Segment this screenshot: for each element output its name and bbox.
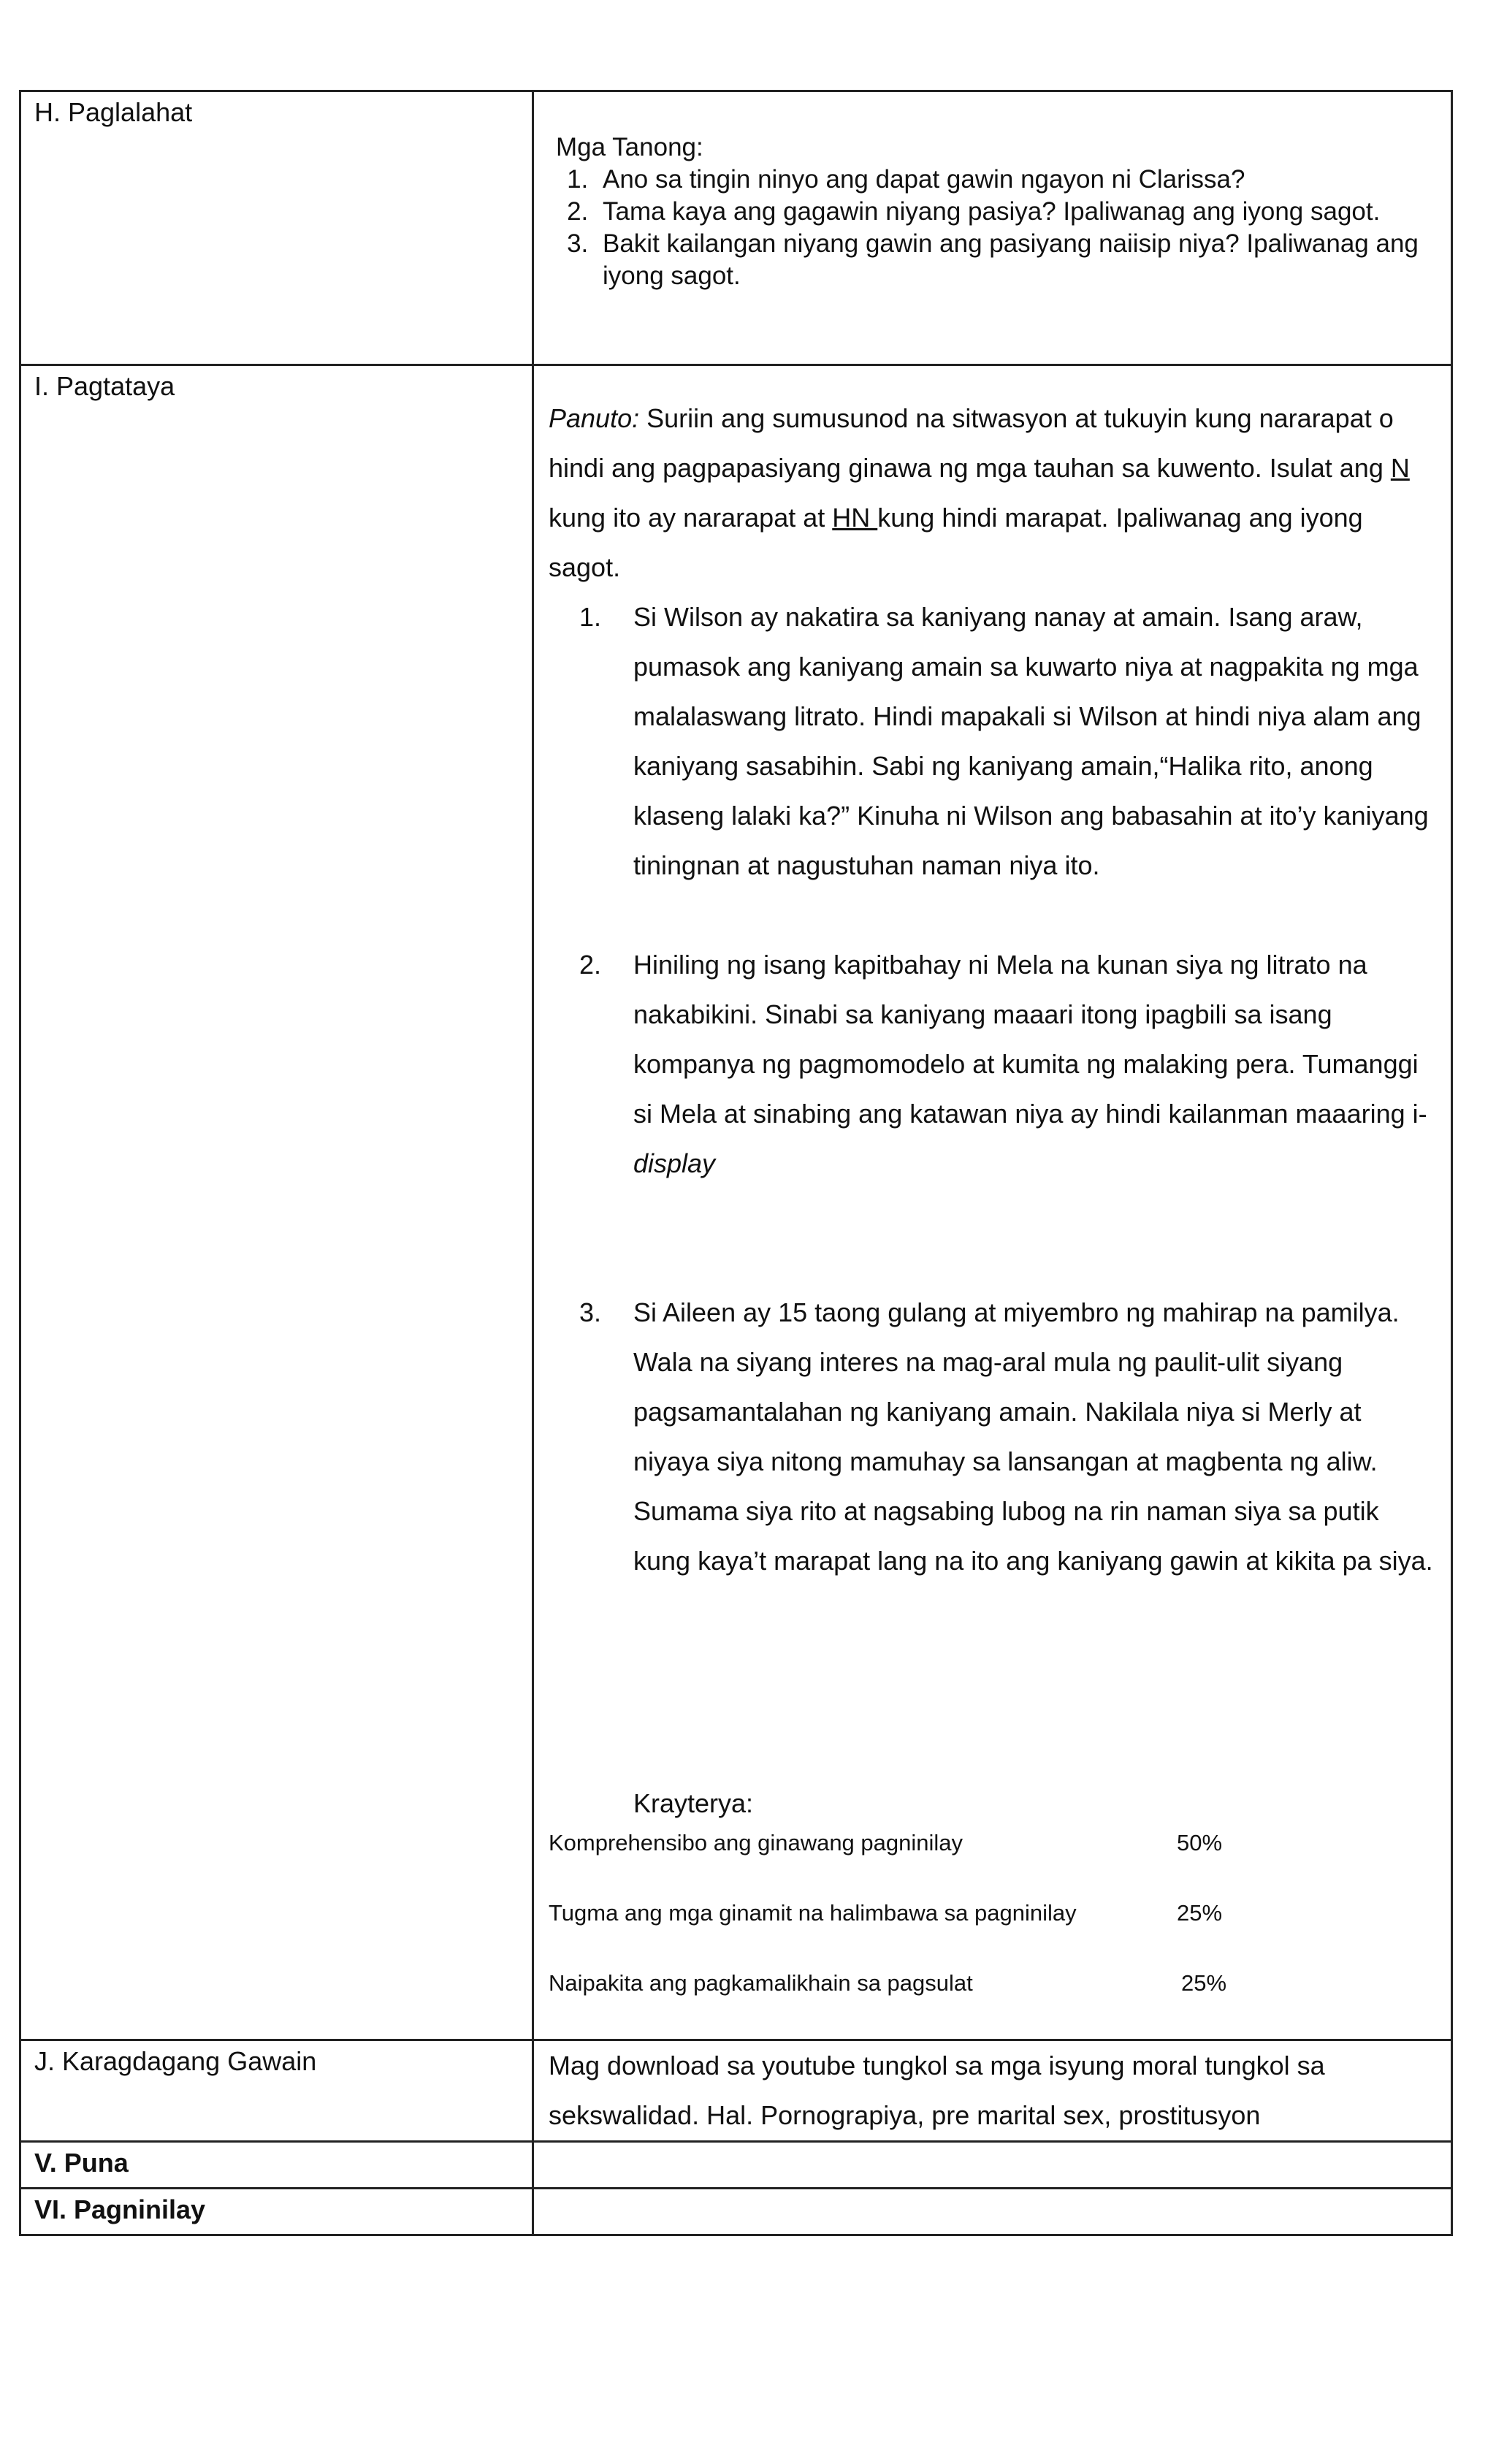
pagninilay-label-cell [20,2189,533,2235]
criteria-row [534,1899,1451,1969]
situation-number: 3. [579,1297,602,1327]
questions-title: Mga Tanong: [556,133,703,161]
paglalahat-label-cell [20,91,533,365]
situation-item [534,592,1433,890]
criteria-row [534,1969,1451,2039]
row-karagdagang-gawain [20,2040,1452,2142]
question-item: 2. Tama kaya ang gagawin niyang pasiya? Ipaliwanag ang iyong sagot. [595,196,1436,228]
question-item: 1. Ano sa tingin ninyo ang dapat gawin ngayon ni Clarissa? [595,164,1436,196]
questions-list [550,164,1436,292]
karagdagang-gawain-label: J. Karagdagang Gawain [34,2046,317,2076]
row-puna [20,2142,1452,2189]
criteria-label: Tugma ang mga ginamit na halimbawa sa pagninilay [549,1900,1077,1926]
instruction-text: kung ito ay nararapat at [549,503,833,533]
situation-text: Si Wilson ay nakatira sa kaniyang nanay at amain. Isang araw, pumasok ang kaniyang amain sa kuwarto niya at nagpakita ng mga malalaswang litrato. Hindi mapakali si Wilson at hindi niya alam ang kaniyang sasabihin. Sabi ng kaniyang amain,“Halika rito, anong klaseng lalaki ka?” Kinuha ni Wilson ang babasahin at ito’y kaniyang tiningnan at nagustuhan naman niya ito. [633,602,1429,880]
instruction-text: Suriin ang sumusunod na sitwasyon at tukuyin kung nararapat o hindi ang pagpapasiyang ginawa ng mga tauhan sa kuwento. Isulat ang [549,403,1394,483]
situation-italic-word: display [633,1148,716,1178]
karagdagang-gawain-content-cell [533,2040,1452,2142]
karagdagang-gawain-label-cell [20,2040,533,2142]
pagtataya-content-cell [533,365,1452,2040]
situation-item [534,940,1433,1189]
pagtataya-label-cell [20,365,533,2040]
puna-content-cell [533,2142,1452,2189]
situation-text: Si Aileen ay 15 taong gulang at miyembro ng mahirap na pamilya. Wala na siyang interes na mag-aral mula ng paulit-ulit siyang pagsamantalahan ng kaniyang amain. Nakilala niya si Merly at niyaya siya nitong mamuhay sa lansangan at magbenta ng aliw. Sumama siya rito at nagsabing lubog na rin naman siya sa putik kung kaya’t marapat lang na ito ang kaniyang gawin at kikita pa siya. [633,1297,1433,1576]
criteria-row [534,1828,1451,1899]
question-item: 3. Bakit kailangan niyang gawin ang pasiyang naiisip niya? Ipaliwanag ang iyong sagot. [595,228,1436,292]
situations-list [534,592,1451,1586]
puna-label: V. Puna [34,2148,129,2178]
pagtataya-label: I. Pagtataya [34,371,175,401]
pagninilay-label: VI. Pagninilay [34,2194,206,2224]
answer-code-n: N [1390,453,1410,483]
instruction-text: kung hindi marapat. Ipaliwanag ang iyong sagot. [549,503,1363,582]
row-paglalahat [20,91,1452,365]
instruction-label: Panuto: [549,403,640,433]
pagninilay-content-cell [533,2189,1452,2235]
paglalahat-label: H. Paglalahat [34,97,193,127]
lesson-plan-table [19,90,1453,2236]
criteria-percent: 25% [1181,1970,1227,1996]
criteria-percent: 25% [1177,1900,1223,1926]
situation-number: 2. [579,950,602,980]
situation-text: Hiniling ng isang kapitbahay ni Mela na kunan siya ng litrato na nakabikini. Sinabi sa kaniyang maaari itong ipagbili sa isang kompanya ng pagmomodelo at kumita ng malaking pera. Tumanggi si Mela at sinabing ang katawan niya ay hindi kailanman maaaring i- [633,950,1427,1129]
puna-label-cell [20,2142,533,2189]
criteria-label: Komprehensibo ang ginawang pagninilay [549,1830,963,1855]
criteria-label: Naipakita ang pagkamalikhain sa pagsulat [549,1970,973,1996]
situation-item [534,1288,1433,1586]
answer-code-hn: HN [832,503,878,533]
row-pagninilay [20,2189,1452,2235]
questions-block [534,92,1451,292]
criteria-title: Krayterya: [633,1788,754,1818]
row-pagtataya [20,365,1452,2040]
karagdagang-gawain-text: Mag download sa youtube tungkol sa mga isyung moral tungkol sa sekswalidad. Hal. Pornograpiya, pre marital sex, prostitusyon [549,2051,1325,2130]
instruction-paragraph [534,366,1451,592]
situation-number: 1. [579,602,602,632]
paglalahat-content-cell [533,91,1452,365]
criteria-percent: 50% [1177,1830,1223,1855]
